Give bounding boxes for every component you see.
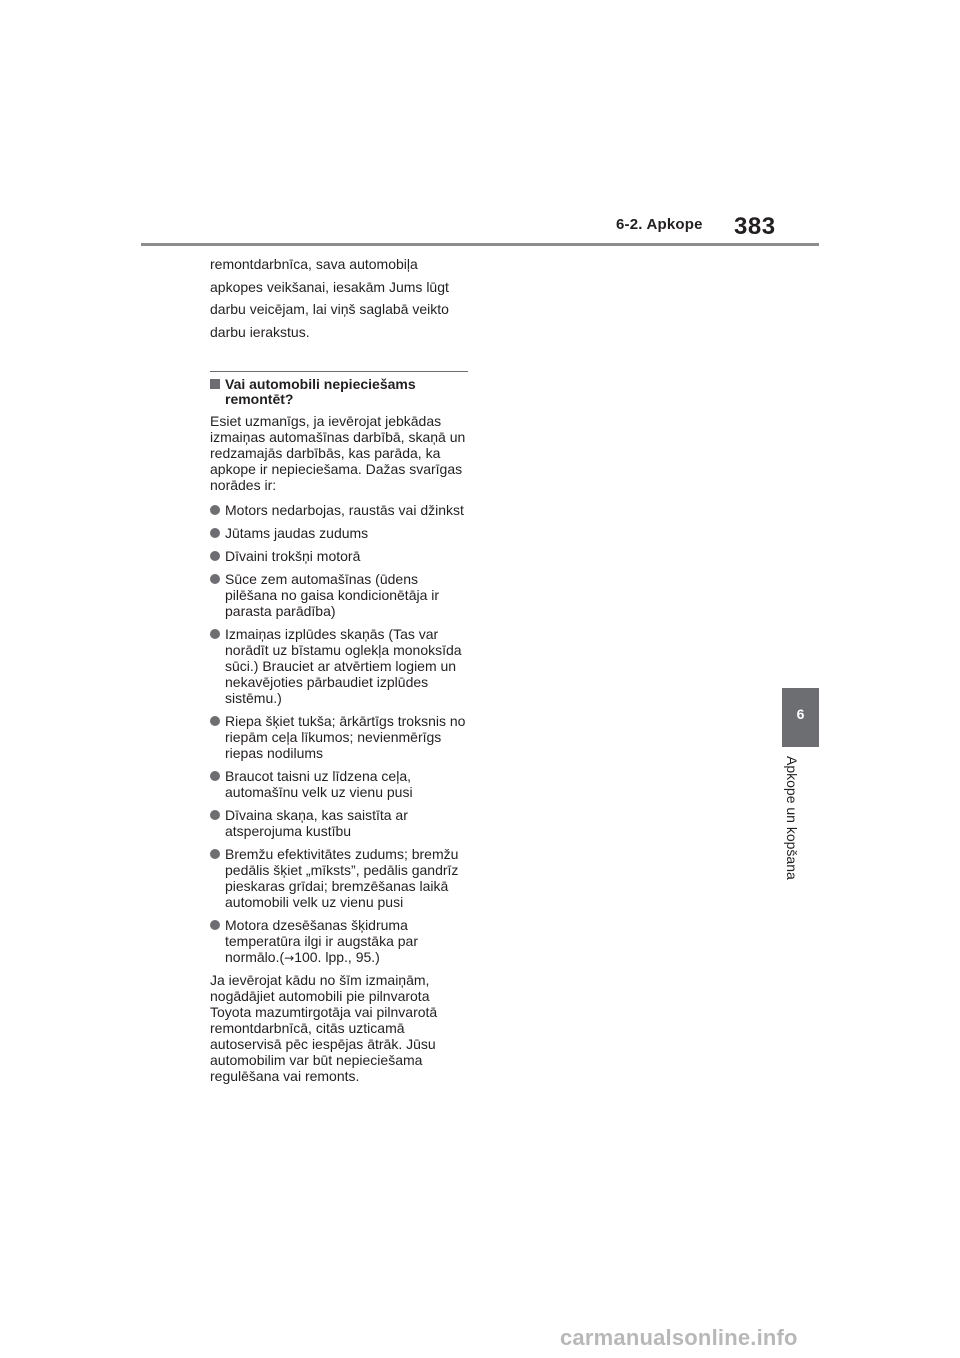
list-item — [210, 846, 468, 910]
circle-bullet-icon — [210, 629, 220, 639]
list-item-text: Braucot taisni uz līdzena ceļa, automašīnu velk uz vienu pusi — [225, 768, 413, 800]
arrow-right-icon: → — [284, 951, 295, 965]
list-item — [210, 626, 468, 706]
circle-bullet-icon — [210, 810, 220, 820]
section-heading-text: Vai automobili nepieciešams remontēt? — [225, 376, 416, 407]
circle-bullet-icon — [210, 551, 220, 561]
list-item — [210, 768, 468, 800]
chapter-title: Apkope un kopšana — [784, 756, 800, 880]
header-rule — [141, 243, 819, 246]
circle-bullet-icon — [210, 849, 220, 859]
intro-paragraph: remontdarbnīca, sava automobiļa apkopes veikšanai, iesakām Jums lūgt darbu veicējam, lai viņš saglabā veikto darbu ierakstus. — [210, 256, 449, 340]
list-item-text: Bremžu efektivitātes zudums; bremžu pedālis šķiet „mīksts”, pedālis gandrīz pieskaras grīdai; bremzēšanas laikā automobili velk uz vienu pusi — [225, 846, 459, 910]
list-item-text: Motora dzesēšanas šķidruma temperatūra ilgi ir augstāka par normālo.( — [225, 917, 418, 965]
list-item-text: Riepa šķiet tukša; ārkārtīgs troksnis no riepām ceļa līkumos; nevienmērīgs riepas nodilums — [225, 713, 466, 761]
chapter-tab — [782, 688, 819, 747]
list-item — [210, 571, 468, 619]
circle-bullet-icon — [210, 505, 220, 515]
circle-bullet-icon — [210, 528, 220, 538]
circle-bullet-icon — [210, 574, 220, 584]
list-item — [210, 502, 468, 518]
circle-bullet-icon — [210, 920, 220, 930]
list-item — [210, 917, 468, 966]
list-item — [210, 807, 468, 839]
section-divider — [210, 371, 468, 372]
circle-bullet-icon — [210, 716, 220, 726]
section-header: 6-2. Apkope — [616, 216, 703, 233]
square-bullet-icon — [210, 379, 220, 389]
section-heading — [210, 377, 468, 407]
page-reference[interactable]: 100. lpp., 95.) — [294, 949, 380, 965]
symptom-list — [210, 502, 468, 966]
chapter-title-wrap — [784, 756, 806, 916]
section-intro: Esiet uzmanīgs, ja ievērojat jebkādas izmaiņas automašīnas darbībā, skaņā un redzamajās darbībās, kas parāda, ka apkope ir nepieciešama. Dažas svarīgas norādes ir: — [210, 413, 466, 493]
list-item — [210, 548, 468, 564]
list-item — [210, 713, 468, 761]
circle-bullet-icon — [210, 771, 220, 781]
main-column — [210, 253, 468, 1084]
watermark: carmanualsonline.info — [560, 1325, 798, 1350]
list-item-text: Izmaiņas izplūdes skaņās (Tas var norādīt uz bīstamu oglekļa monoksīda sūci.) Brauciet ar atvērtiem logiem un nekavējoties pārbaudiet izplūdes sistēmu.) — [225, 626, 462, 706]
chapter-tab-number: 6 — [796, 706, 805, 722]
list-item-text: Dīvaini trokšņi motorā — [225, 548, 361, 564]
list-item — [210, 525, 468, 541]
list-item-text: Jūtams jaudas zudums — [225, 525, 369, 541]
list-item-text: Dīvaina skaņa, kas saistīta ar atsperojuma kustību — [225, 807, 408, 839]
list-item-text: Sūce zem automašīnas (ūdens pilēšana no gaisa kondicionētāja ir parasta parādība) — [225, 571, 440, 619]
list-item-text: Motors nedarbojas, raustās vai džinkst — [225, 502, 464, 518]
closing-paragraph: Ja ievērojat kādu no šīm izmaiņām, nogādājiet automobili pie pilnvarota Toyota mazumtirgotāja vai pilnvarotā remontdarbnīcā, citās uzticamā autoservisā pēc iespējas ātrāk. Jūsu automobilim var būt nepieciešama regulēšana vai remonts. — [210, 972, 438, 1084]
page-number: 383 — [734, 213, 776, 240]
